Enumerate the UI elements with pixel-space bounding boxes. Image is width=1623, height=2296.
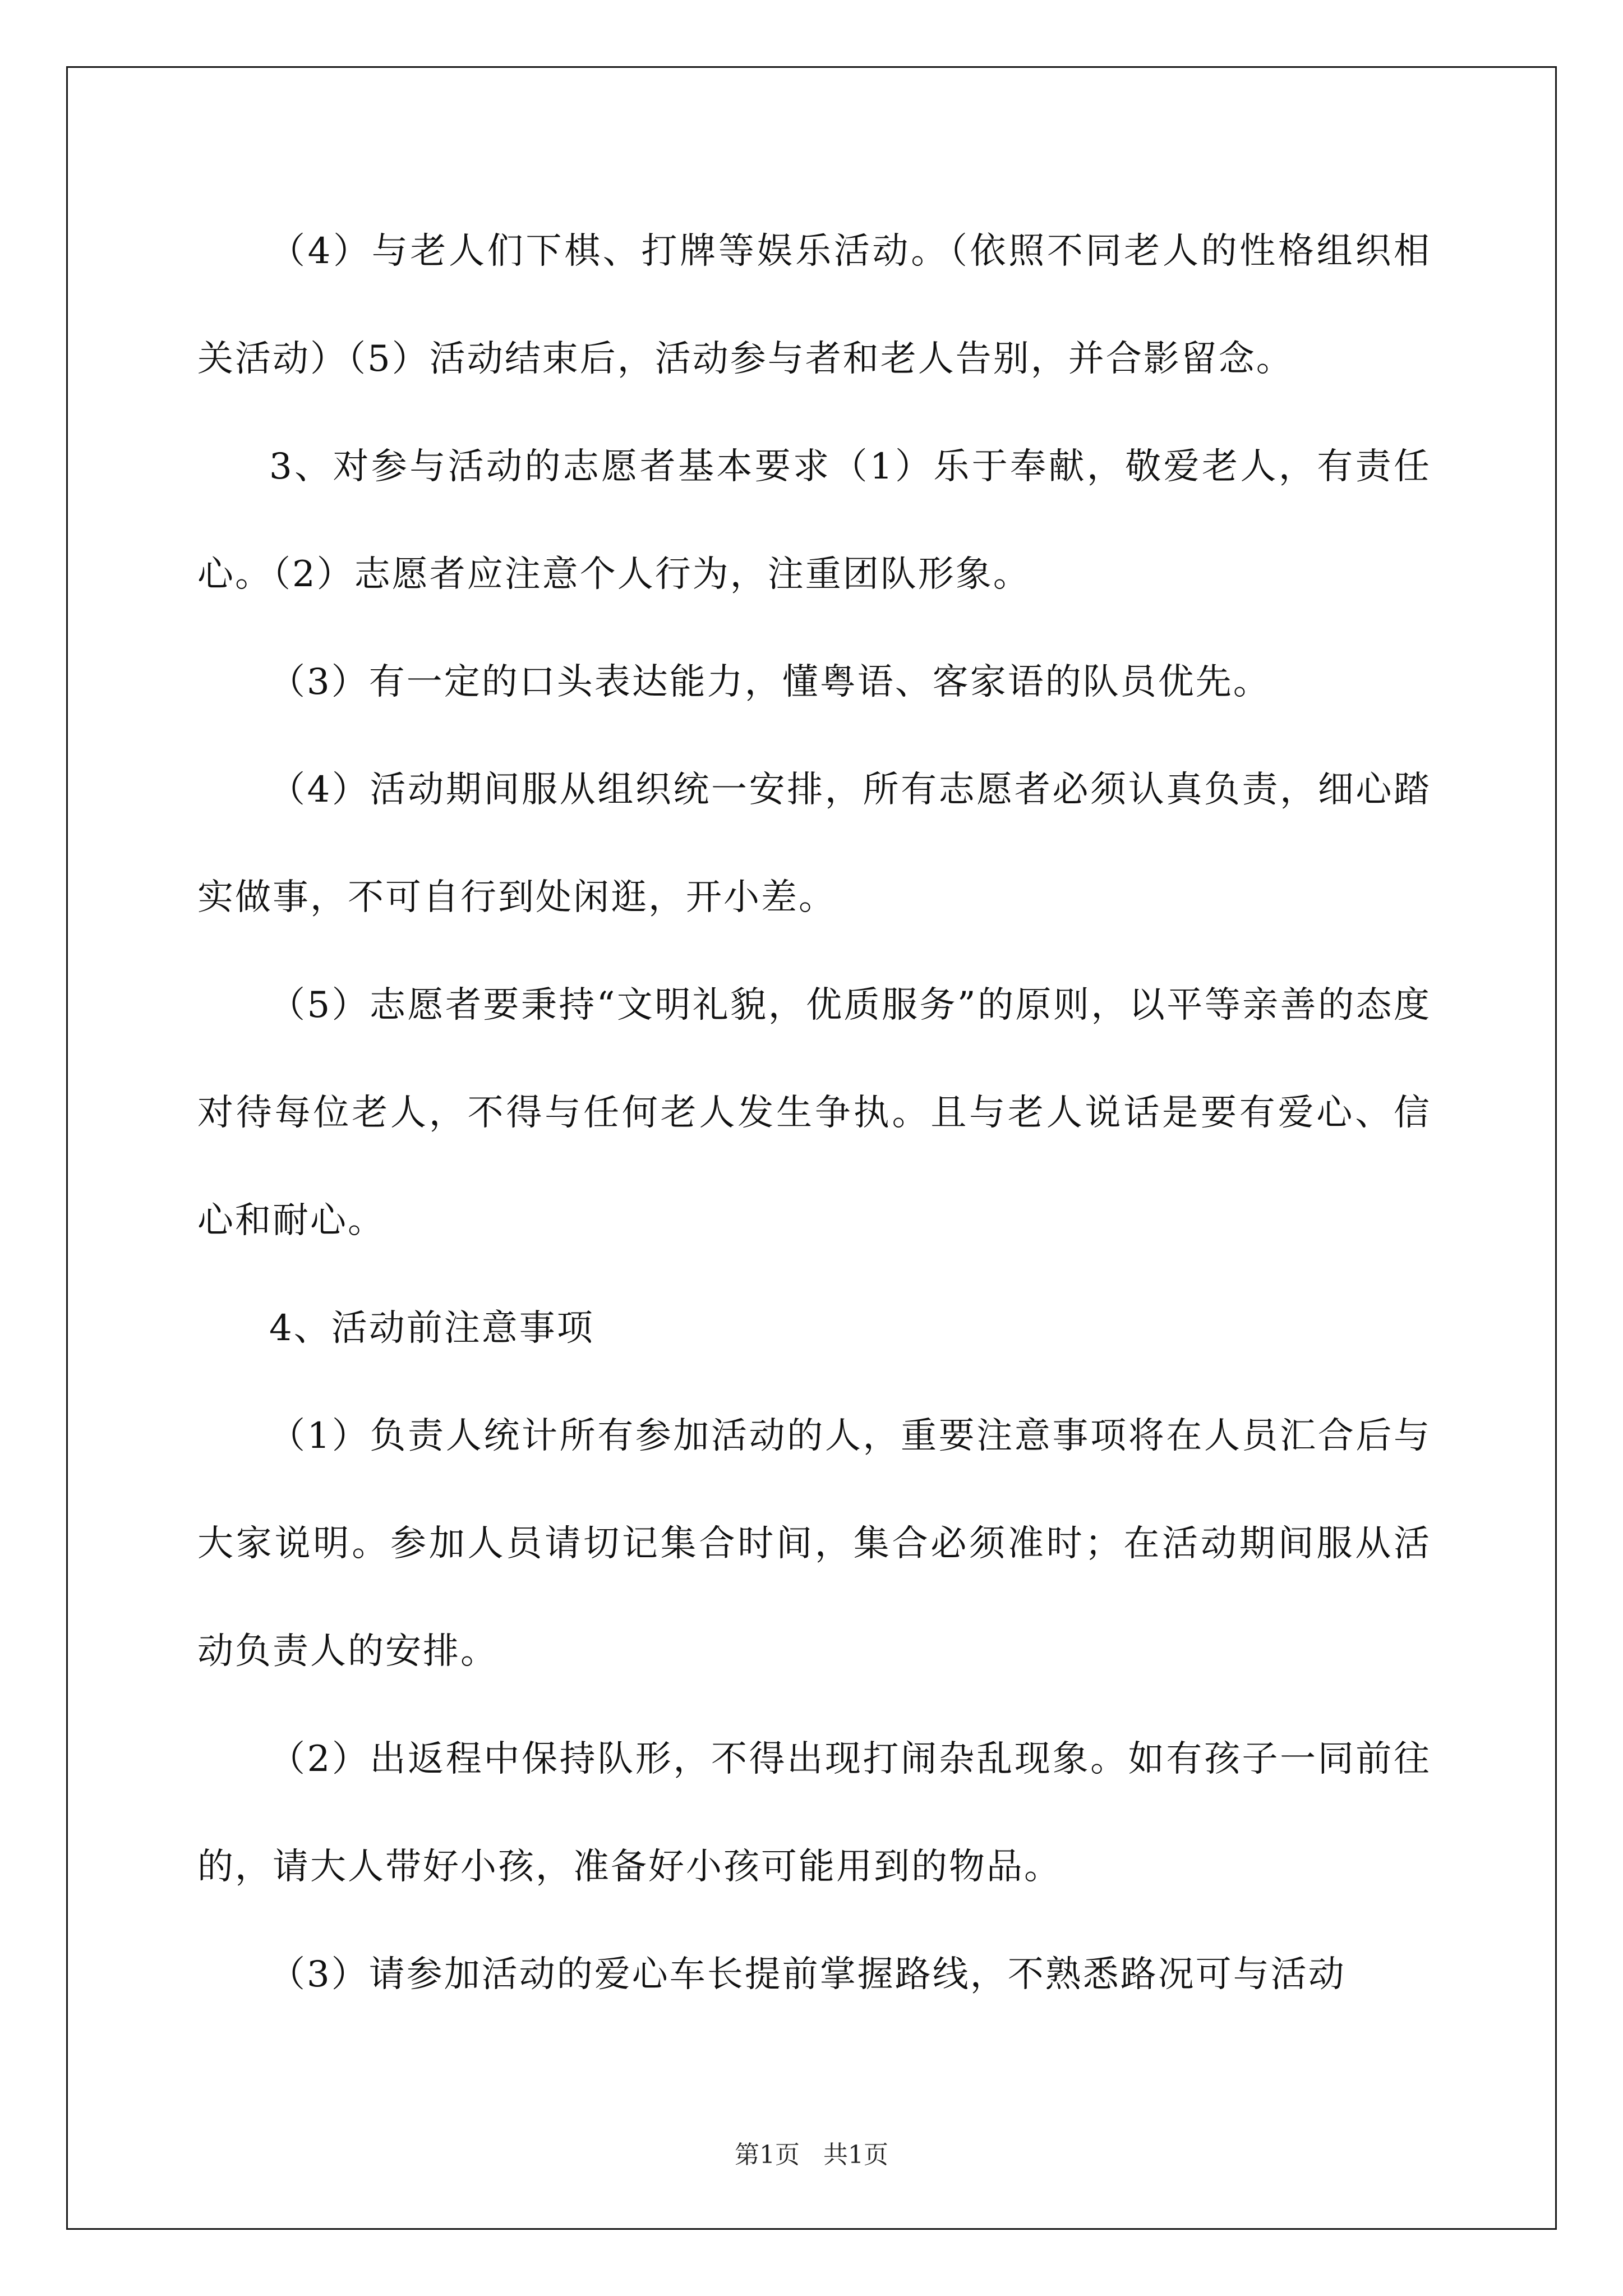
paragraph: （5）志愿者要秉持“文明礼貌，优质服务”的原则，以平等亲善的态度对待每位老人，不得与任何老人发生争执。且与老人说话是要有爱心、信心和耐心。 (197, 984, 1431, 1241)
paragraph: （3）请参加活动的爱心车长提前掌握路线，不熟悉路况可与活动 (269, 1954, 1346, 1995)
paragraph: （3）有一定的口头表达能力，懂粤语、客家语的队员优先。 (269, 661, 1271, 703)
paragraph: 3、对参与活动的志愿者基本要求（1）乐于奉献，敬爱老人，有责任心。（2）志愿者应注意个人行为，注重团队形象。 (197, 446, 1431, 595)
paragraph: （1）负责人统计所有参加活动的人，重要注意事项将在人员汇合后与大家说明。参加人员请切记集合时间，集合必须准时；在活动期间服从活动负责人的安排。 (197, 1415, 1431, 1672)
paragraph: （4）活动期间服从组织统一安排，所有志愿者必须认真负责，细心踏实做事，不可自行到处闲逛，开小差。 (197, 769, 1431, 918)
paragraph: （2）出返程中保持队形，不得出现打闹杂乱现象。如有孩子一同前往的，请大人带好小孩，准备好小孩可能用到的物品。 (197, 1738, 1431, 1888)
page-footer (0, 2138, 1623, 2172)
section-heading: 4、活动前注意事项 (269, 1308, 594, 1349)
paragraph: （4）与老人们下棋、打牌等娱乐活动。（依照不同老人的性格组织相关活动）（5）活动结束后，活动参与者和老人告别，并合影留念。 (197, 231, 1431, 380)
page-total: 共1页 (823, 2141, 888, 2169)
document-body (197, 197, 1431, 2028)
page-number: 第1页 (735, 2141, 800, 2169)
